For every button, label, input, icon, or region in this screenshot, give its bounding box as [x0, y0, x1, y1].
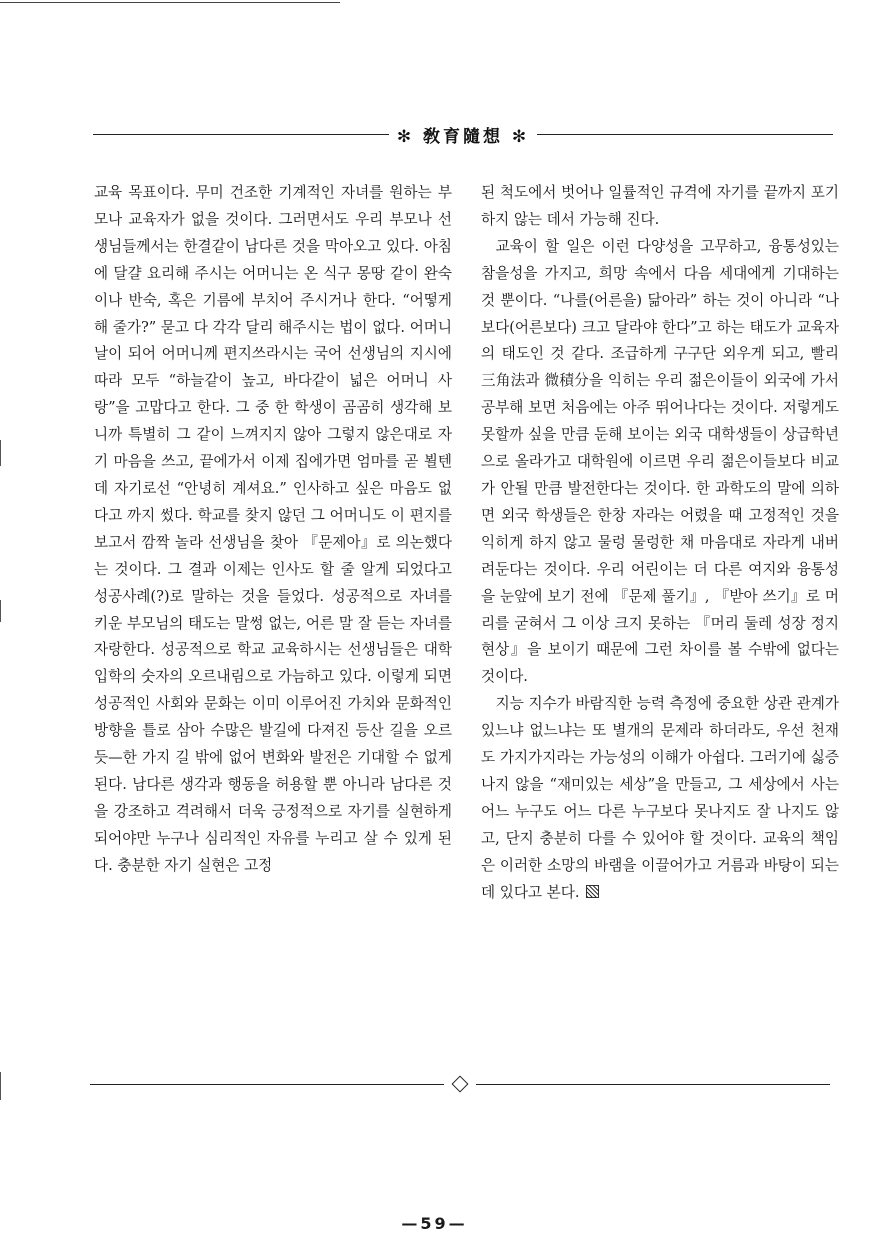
footer-rule-right — [476, 1084, 830, 1085]
left-paragraph-1: 교육 목표이다. 무미 건조한 기계적인 자녀를 원하는 부모나 교육자가 없을 것이다. 그러면서도 우리 부모나 선생님들께서는 한결같이 남다른 것을 막아오고 있다. 아침에 달걀 요리해 주시는 어머니는 온 식구 몽땅 같이 완숙이나 반숙, 혹은 기름에 부치어 주시거나 한다. “어떻게 해 줄가?” 묻고 다 각각 달리 해주시는 법이 없다. 어머니날이 되어 어머니께 편지쓰라시는 국어 선생님의 지시에 따라 모두 “하늘같이 높고, 바다같이 넓은 어머니 사랑”을 고맙다고 한다. 그 중 한 학생이 곰곰히 생각해 보니까 특별히 그 같이 느껴지지 않아 그렇지 않은대로 자기 마음을 쓰고, 끝에가서 이제 집에가면 엄마를 곧 뵐텐데 자기로선 “안녕히 계셔요.” 인사하고 싶은 마음도 없다고 까지 썼다. 학교를 찾지 않던 그 어머니도 이 편지를 보고서 깜짝 놀라 선생님을 찾아 『문제아』로 의논했다는 것이다. 그 결과 이제는 인사도 할 줄 알게 되었다고 성공사례(?)로 말하는 것을 들었다. 성공적으로 자녀를 키운 부모님의 태도는 말썽 없는, 어른 말 잘 듣는 자녀를 자랑한다. 성공적으로 학교 교육하시는 선생님들은 대학 입학의 숫자의 오르내림으로 가늠하고 있다. 이렇게 되면 성공적인 사회와 문화는 이미 이루어진 가치와 문화적인 방향을 틀로 삼아 수많은 발길에 다져진 등산 길을 오르듯—한 가지 길 밖에 없어 변화와 발전은 기대할 수 없게 된다. 남다른 생각과 행동을 허용할 뿐 아니라 남다른 것을 강조하고 격려해서 더욱 긍정적으로 자기를 실현하게 되어야만 누구나 심리적인 자유를 누리고 살 수 있게 된다. 충분한 자기 실현은 고정 — [94, 184, 452, 874]
right-paragraph-1: 된 척도에서 벗어나 일률적인 규격에 자기를 끝까지 포기하지 않는 데서 가능해 진다. — [481, 184, 839, 228]
page-number: —59— — [401, 1214, 468, 1233]
end-of-article-icon — [586, 885, 599, 898]
right-column — [481, 180, 839, 906]
right-paragraph-2: 교육이 할 일은 이런 다양성을 고무하고, 융통성있는 참을성을 가지고, 희망 속에서 다음 세대에게 기대하는 것 뿐이다. “나를(어른을) 닮아라” 하는 것이 아니라 “나보다(어른보다) 크고 달라야 한다”고 하는 태도가 교육자의 태도인 것 같다. 조급하게 구구단 외우게 되고, 빨리 三角法과 微積分을 익히는 우리 젊은이들이 외국에 가서 공부해 보면 처음에는 아주 뛰어나다는 것이다. 저렇게도 못할까 싶을 만큼 둔해 보이는 외국 대학생들이 상급학년으로 올라가고 대학원에 이르면 우리 젊은이들보다 비교가 안될 만큼 발전한다는 것이다. 한 과학도의 말에 의하면 외국 학생들은 한창 자라는 어렸을 때 고정적인 것을 익히게 하지 않고 물렁 물렁한 채 마음대로 자라게 내버려둔다는 것이다. 우리 어린이는 더 다른 여지와 융통성을 눈앞에 보기 전에 『문제 풀기』, 『받아 쓰기』로 머리를 굳혀서 그 이상 크지 못하는 『머리 둘레 성장 정지 현상』을 보이기 때문에 그런 차이를 볼 수밖에 없다는 것이다. — [481, 237, 839, 686]
footer-divider — [90, 1074, 830, 1094]
diamond-ornament-icon — [452, 1076, 469, 1093]
right-paragraph-3 — [481, 691, 839, 906]
section-header — [93, 122, 833, 146]
margin-tick — [0, 600, 1, 622]
footer-rule-left — [90, 1084, 444, 1085]
right-paragraph-3-text: 지능 지수가 바람직한 능력 측정에 중요한 상관 관계가 있느냐 없느냐는 또 별개의 문제라 하더라도, 우선 천재도 가지가지라는 가능성의 이해가 아쉽다. 그러기에 싫증나지 않을 “재미있는 세상”을 만들고, 그 세상에서 사는 어느 누구도 어느 다른 누구보다 못나지도 잘 나지도 않고, 단지 충분히 다를 수 있어야 할 것이다. 교육의 책임은 이러한 소망의 바램을 이끌어가고 거름과 바탕이 되는 데 있다고 본다. — [481, 695, 839, 901]
left-column — [94, 180, 452, 880]
margin-tick — [0, 1072, 1, 1100]
header-rule-right — [537, 134, 833, 135]
margin-tick — [0, 440, 1, 466]
header-rule-left — [93, 134, 389, 135]
section-title: ✻ 敎育隨想 ✻ — [396, 126, 530, 147]
top-scan-line — [0, 2, 340, 3]
